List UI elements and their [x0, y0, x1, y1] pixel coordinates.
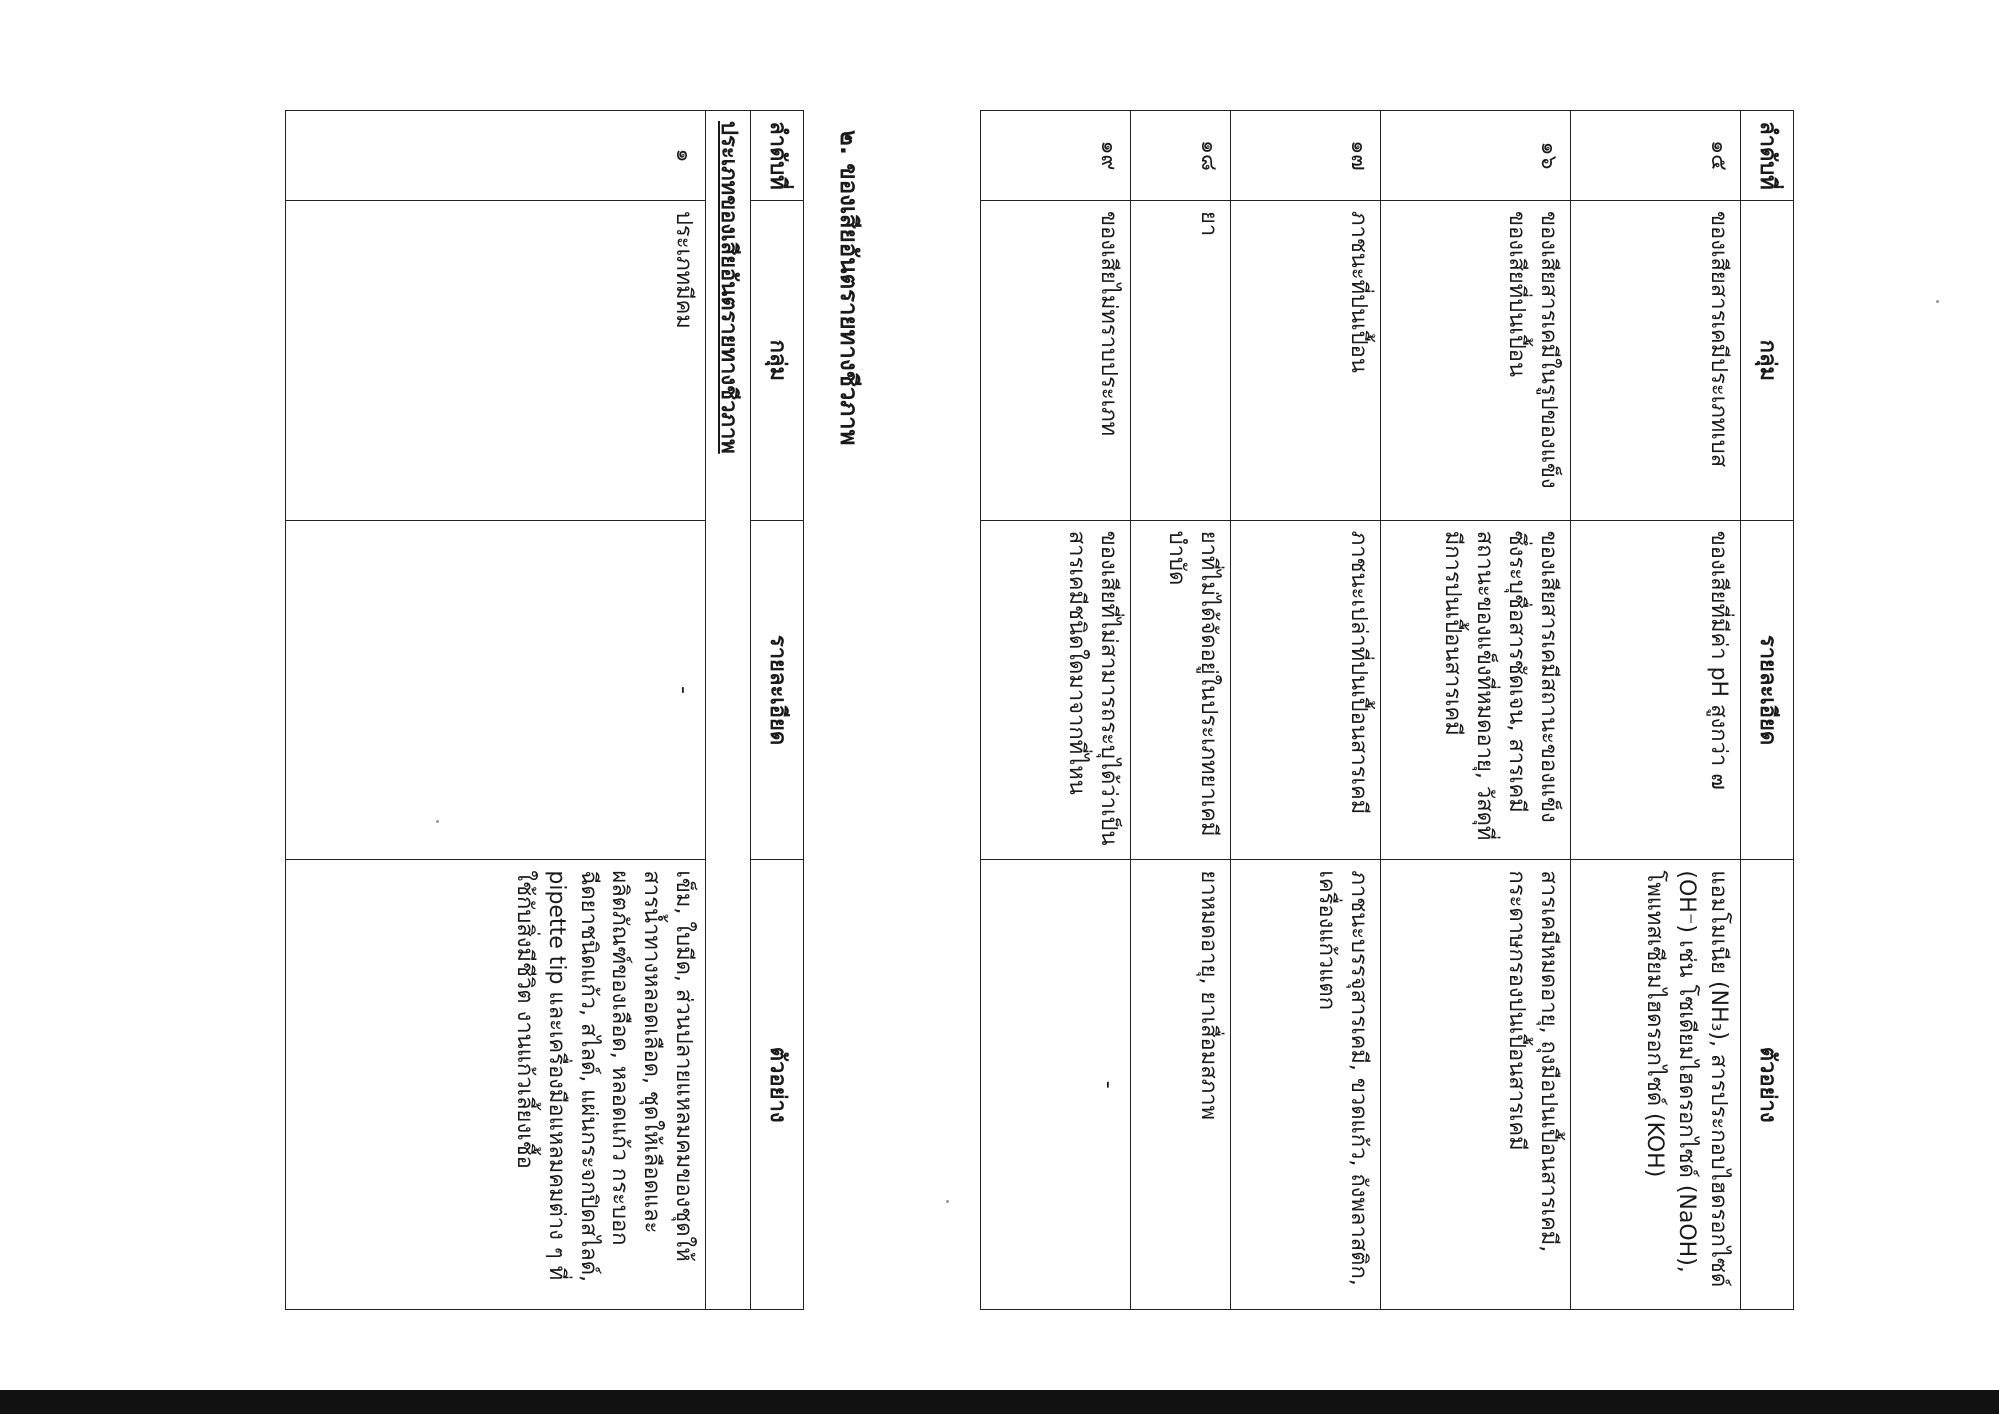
table-header-row — [1741, 111, 1794, 1310]
row-detail: ของเสียที่ไม่สามารถระบุได้ว่าเป็นสารเคมีชนิดใดมาจากที่ไหน — [981, 520, 1131, 860]
row-example: แอมโมเนีย (NH₃), สารประกอบไฮดรอกไซด์ (OH⁻) เช่น โซเดียมไฮดรอกไซด์ (NaOH), โพแทสเซียมไฮดรอกไซด์ (KOH) — [1571, 860, 1741, 1310]
scan-speck — [436, 820, 439, 823]
row-detail: ของเสียที่มีค่า pH สูงกว่า ๗ — [1571, 520, 1741, 860]
row-example: ภาชนะบรรจุสารเคมี, ขวดแก้ว, ถังพลาสติก, เครื่องแก้วแตก — [1231, 860, 1381, 1310]
header-detail: รายละเอียด — [1741, 520, 1794, 860]
table-row — [981, 111, 1131, 1310]
row-group: ของเสียสารเคมีในรูปของแข็ง ของเสียที่ปนเปื้อน — [1381, 200, 1571, 520]
row-group: ประเภทมีคม — [286, 200, 706, 520]
header-group: กลุ่ม — [1741, 200, 1794, 520]
scan-speck — [946, 1200, 949, 1203]
row-example: - — [981, 860, 1131, 1310]
header-no: ลำดับที่ — [751, 111, 804, 201]
row-detail: ยาที่ไม่ได้จัดอยู่ในประเภทยาเคมีบำบัด — [1131, 520, 1231, 860]
row-group: ของเสียไม่ทราบประเภท — [981, 200, 1131, 520]
header-group: กลุ่ม — [751, 200, 804, 520]
row-no: ๑๘ — [1131, 111, 1231, 201]
table-row — [1381, 111, 1571, 1310]
row-example: สารเคมีหมดอายุ, ถุงมือปนเปื้อนสารเคมี, กระดาษกรองปนเปื้อนสารเคมี — [1381, 860, 1571, 1310]
row-group: ของเสียสารเคมีประเภทเบส — [1571, 200, 1741, 520]
scan-edge-line — [0, 1390, 1999, 1414]
scan-speck — [1936, 300, 1939, 303]
category-row — [706, 111, 751, 1310]
header-detail: รายละเอียด — [751, 520, 804, 860]
row-no: ๑๖ — [1381, 111, 1571, 201]
table-row — [286, 111, 706, 1310]
table-row — [1231, 111, 1381, 1310]
row-group: ภาชนะที่ปนเปื้อน — [1231, 200, 1381, 520]
category-label: ประเภทของเสียอันตรายทางชีวภาพ — [706, 111, 751, 1310]
row-no: ๑๕ — [1571, 111, 1741, 201]
row-detail: ภาชนะเปล่าที่ปนเปื้อนสารเคมี — [1231, 520, 1381, 860]
row-example: เข็ม, ใบมีด, ส่วนปลายแหลมคมของชุดให้สารน้ำทางหลอดเลือด, ชุดให้เลือดและผลิตภัณฑ์ของเลือด, หลอดแก้ว กระบอกฉีดยาชนิดแก้ว, สไลด์, แผ่นกระจกปิดสไลด์, pipette tip และเครื่องมือแหลมคมต่าง ๆ ที่ใช้กับสิ่งมีชีวิต งานแก้วเลี้ยงเชื้อ — [286, 860, 706, 1310]
header-example: ตัวอย่าง — [1741, 860, 1794, 1310]
row-no: ๑ — [286, 111, 706, 201]
row-example: ยาหมดอายุ, ยาเสื่อมสภาพ — [1131, 860, 1231, 1310]
chemical-waste-table — [980, 110, 1794, 1310]
table-header-row — [751, 111, 804, 1310]
header-example: ตัวอย่าง — [751, 860, 804, 1310]
biohazard-waste-table — [285, 110, 804, 1310]
table-row — [1131, 111, 1231, 1310]
row-no: ๑๙ — [981, 111, 1131, 201]
section-heading: ๒. ของเสียอันตรายทางชีวภาพ — [835, 130, 863, 446]
table-row — [1571, 111, 1741, 1310]
row-group: ยา — [1131, 200, 1231, 520]
row-detail: - — [286, 520, 706, 860]
header-no: ลำดับที่ — [1741, 111, 1794, 201]
row-detail: ของเสียสารเคมีสถานะของแข็ง ซึ่งระบุชื่อสารชัดเจน, สารเคมีสถานะของแข็งที่หมดอายุ, วัสดุที่มีการปนเปื้อนสารเคมี — [1381, 520, 1571, 860]
row-no: ๑๗ — [1231, 111, 1381, 201]
